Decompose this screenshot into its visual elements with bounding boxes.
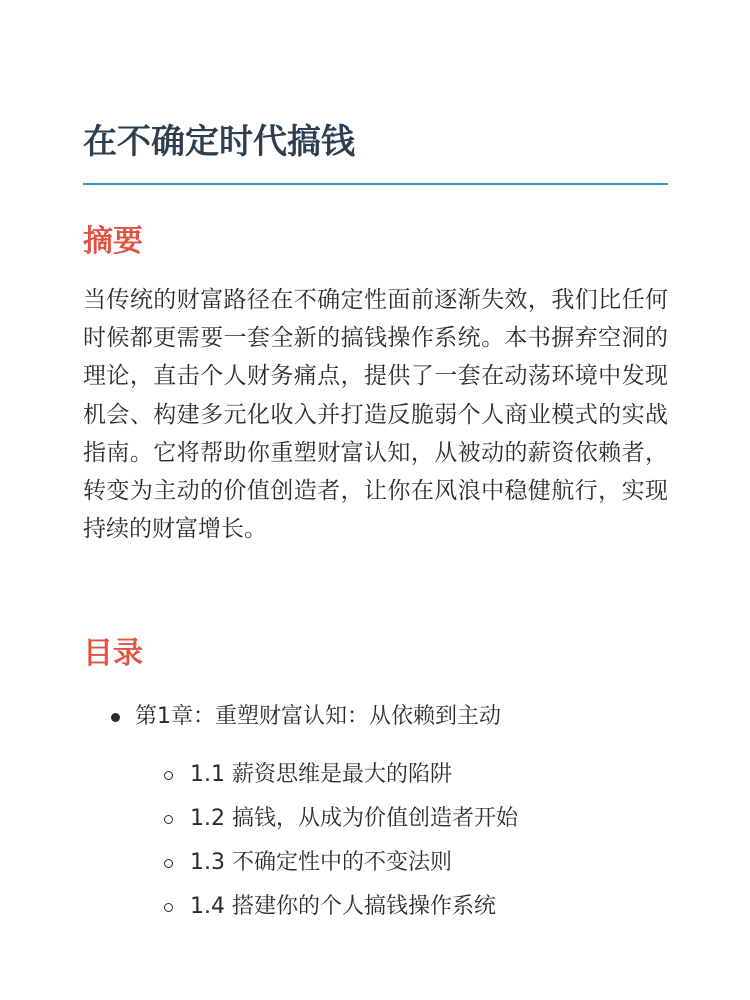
title-divider [83,183,668,185]
hollow-circle-icon [164,903,173,912]
hollow-circle-icon [164,815,173,824]
document-title: 在不确定时代搞钱 [83,122,355,162]
filled-disc-icon [111,713,120,722]
section-label: 1.3 不确定性中的不变法则 [190,850,452,875]
summary-paragraph: 当传统的财富路径在不确定性面前逐渐失效，我们比任何时候都更需要一套全新的搞钱操作系统。本书摒弃空洞的理论，直击个人财务痛点，提供了一套在动荡环境中发现机会、构建多元化收入并打造反脆弱个人商业模式的实战指南。它将帮助你重塑财富认知，从被动的薪资依赖者，转变为主动的价值创造者，让你在风浪中稳健航行，实现持续的财富增长。 [83,287,668,543]
toc-section-item [135,841,668,885]
section-label: 1.4 搭建你的个人搞钱操作系统 [190,894,496,919]
toc-section-item [135,753,668,797]
summary-heading: 摘要 [83,224,143,259]
section-label: 1.2 搞钱，从成为价值创造者开始 [190,806,518,831]
toc-chapter [83,697,668,929]
toc-section-item [135,885,668,929]
hollow-circle-icon [164,859,173,868]
toc-heading: 目录 [83,636,143,671]
toc-section-item [135,797,668,841]
toc-list [83,697,668,929]
section-label: 1.1 薪资思维是最大的陷阱 [190,762,452,787]
chapter-label: 第1章：重塑财富认知：从依赖到主动 [135,704,501,729]
hollow-circle-icon [164,771,173,780]
toc-section-list [135,753,668,929]
